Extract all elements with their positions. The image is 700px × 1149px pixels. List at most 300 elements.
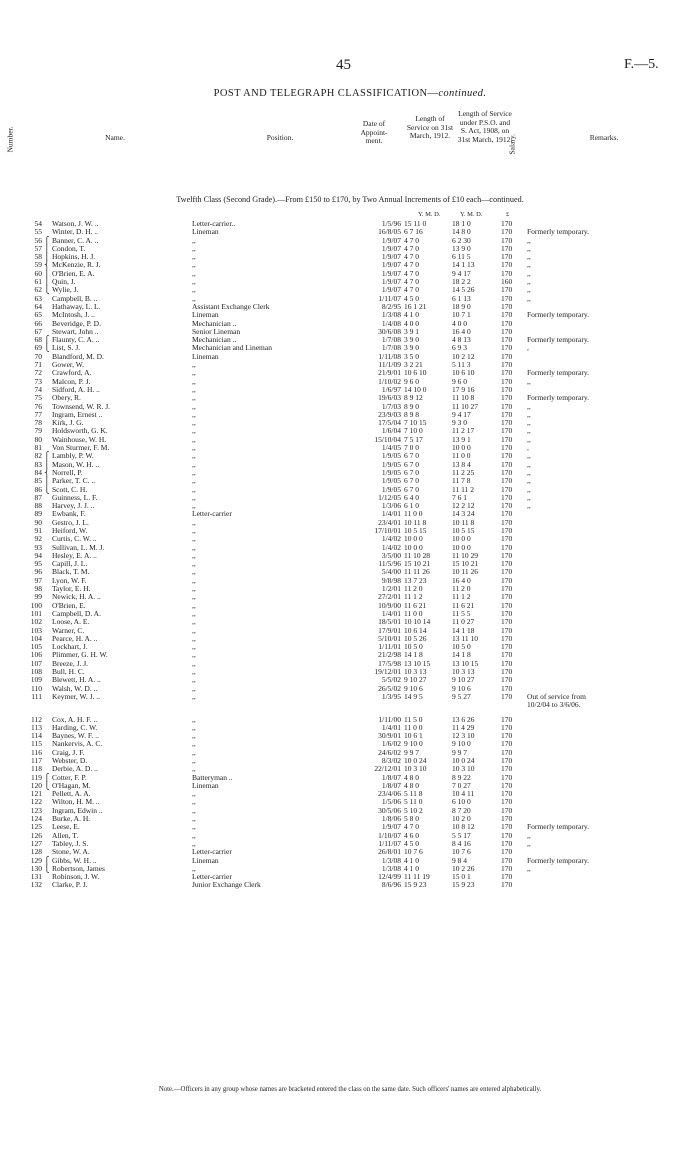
position: Lineman: [192, 856, 219, 865]
appointment-date: 5/5/02: [381, 675, 401, 685]
service-length-act: 10 5 15: [452, 525, 475, 535]
bracket: ⎧: [44, 235, 50, 245]
salary: 170: [501, 592, 513, 602]
salary: 170: [501, 401, 513, 411]
table-row: [0, 724, 700, 732]
salary: 170: [501, 285, 513, 295]
page-number: 45: [336, 57, 351, 73]
service-length-act: 17 9 16: [452, 384, 475, 394]
service-length-act: 10 6 10: [452, 368, 475, 378]
service-length: 4 7 0: [404, 822, 419, 832]
row-number: 95: [34, 559, 42, 569]
service-length-act: 10 0 0: [452, 542, 471, 552]
position: ,,: [192, 427, 196, 436]
salary: 170: [501, 847, 513, 857]
officer-name: Capill, J. L.: [52, 560, 88, 569]
service-length: 4 1 0: [404, 863, 419, 873]
col-header-number: Number.: [5, 126, 15, 153]
appointment-date: 1/9/05: [381, 451, 401, 461]
table-row: [0, 693, 700, 701]
salary: 170: [501, 567, 513, 577]
position: ,,: [192, 502, 196, 511]
position: ,,: [192, 676, 196, 685]
remarks: Formerly temporary.: [527, 336, 589, 345]
salary: 170: [501, 301, 513, 311]
salary: 170: [501, 426, 513, 436]
service-length: 4 0 0: [404, 318, 419, 328]
position: Letter-carrier..: [192, 220, 236, 228]
salary: 170: [501, 642, 513, 652]
table-row: [0, 716, 700, 724]
position: ,,: [192, 560, 196, 569]
officer-name: Harding, C. W.: [52, 723, 98, 732]
position: ,,: [192, 377, 196, 386]
table-row: [0, 881, 700, 889]
officer-name: Mason, W. H. ..: [52, 460, 100, 469]
officer-name: Ingram, Edwin ..: [52, 806, 103, 815]
service-length-act: 11 10 29: [452, 550, 478, 560]
appointment-date: 1/9/05: [381, 476, 401, 486]
officer-name: Ingram, Ernest ..: [52, 410, 103, 419]
salary: 170: [501, 409, 513, 419]
service-length-act: 10 2 0: [452, 814, 471, 824]
salary: 170: [501, 243, 513, 253]
officer-name: Stone, W. A.: [52, 848, 90, 857]
position: ,,: [192, 361, 196, 370]
remarks: ,,: [527, 377, 531, 386]
position: ,,: [192, 585, 196, 594]
appointment-date: 1/9/07: [381, 268, 401, 278]
appointment-date: 15/10/04: [374, 434, 401, 444]
appointment-date: 1/8/07: [381, 780, 401, 790]
service-length-act: 10 0 24: [452, 756, 475, 765]
service-length: 10 0 0: [404, 542, 423, 552]
officer-name: Plimmer, G. H. W.: [52, 651, 108, 660]
salary: 170: [501, 650, 513, 660]
table-row: [0, 261, 700, 269]
officer-name: Wainhouse, W. H.: [52, 435, 107, 444]
position: ,,: [192, 765, 196, 774]
position: ,,: [192, 823, 196, 832]
table-row: [0, 865, 700, 873]
row-number: 128: [30, 847, 42, 857]
officer-name: Obery, R.: [52, 394, 81, 403]
officer-name: Black, T. M.: [52, 568, 90, 577]
service-length: 3 9 1: [404, 326, 419, 336]
row-number: 60: [34, 268, 42, 278]
officer-name: Stewart, John ..: [52, 327, 99, 336]
row-number: 71: [34, 360, 42, 370]
service-length: 10 5 26: [404, 633, 427, 643]
table-row: [0, 848, 700, 856]
row-number: 63: [34, 293, 42, 303]
table-row: [0, 668, 700, 676]
officer-name: Crawford, A.: [52, 369, 92, 378]
officer-name: McIntosh, J. ..: [52, 311, 95, 320]
service-length: 4 6 0: [404, 830, 419, 840]
row-number: 90: [34, 517, 42, 527]
appointment-date: 17/10/01: [374, 525, 401, 535]
table-row: [0, 610, 700, 618]
row-number: 101: [30, 608, 42, 618]
row-number: 113: [31, 722, 42, 732]
row-number: 56: [34, 235, 42, 245]
service-length: 10 7 6: [404, 847, 423, 857]
salary: 170: [501, 805, 513, 815]
officer-name: Flaunty, C. A. ..: [52, 336, 100, 345]
position: ,,: [192, 601, 196, 610]
appointment-date: 1/11/07: [378, 293, 401, 303]
service-length-act: 6 1 13: [452, 293, 471, 303]
service-length-act: 15 10 21: [452, 559, 479, 569]
salary: 170: [501, 830, 513, 840]
position: ,,: [192, 278, 196, 287]
position: Lineman: [192, 311, 219, 320]
row-number: 73: [34, 376, 42, 386]
service-length: 5 8 0: [404, 814, 419, 824]
service-length: 9 10 0: [404, 739, 423, 749]
remarks: ,,: [527, 236, 531, 245]
service-length: 15 11 0: [404, 219, 427, 228]
position: ,,: [192, 294, 196, 303]
salary: 170: [501, 600, 513, 610]
service-length: 10 3 13: [404, 667, 427, 677]
officer-name: Pellett, A. A.: [52, 790, 91, 799]
service-length: 6 7 0: [404, 451, 419, 461]
appointment-date: 1/4/01: [381, 509, 401, 519]
page-title: [0, 88, 700, 99]
position: ,,: [192, 790, 196, 799]
service-length-act: 7 6 1: [452, 492, 467, 502]
table-row: [0, 635, 700, 643]
remarks: ,: [527, 444, 529, 453]
salary: 170: [501, 714, 513, 724]
salary: 170: [501, 739, 513, 749]
service-length-act: 6 11 5: [452, 252, 471, 262]
table-row: [0, 676, 700, 684]
service-length: 3 9 0: [404, 335, 419, 345]
service-length-act: 11 2 25: [452, 467, 475, 477]
service-length: 10 10 14: [404, 617, 431, 627]
salary: 170: [501, 351, 513, 361]
service-length: 4 8 0: [404, 772, 419, 782]
service-length-act: 5 11 3: [452, 360, 471, 370]
service-length-act: 11 10 27: [452, 401, 478, 411]
row-number: 100: [30, 600, 42, 610]
position: ,,: [192, 618, 196, 627]
remarks: ,,: [527, 502, 531, 511]
title-suffix: continued.: [438, 88, 487, 99]
service-length-act: 9 9 7: [452, 747, 467, 757]
service-length: 7 5 17: [404, 434, 423, 444]
position: ,,: [192, 634, 196, 643]
officer-name: Watson, J. W. ..: [52, 220, 99, 228]
service-length: 10 5 0: [404, 642, 423, 652]
table-row: [0, 660, 700, 668]
row-number: 103: [30, 625, 42, 635]
officer-name: Allen, T.: [52, 831, 79, 840]
service-length: 6 4 0: [404, 492, 419, 502]
service-length: 9 10 6: [404, 683, 423, 693]
service-length: 6 7 0: [404, 467, 419, 477]
appointment-date: 1/4/01: [381, 608, 401, 618]
salary: 170: [501, 789, 513, 799]
table-row: [0, 510, 700, 518]
salary: 170: [501, 756, 513, 765]
row-number: 64: [34, 301, 42, 311]
service-length: 4 5 0: [404, 838, 419, 848]
service-length: 10 0 24: [404, 756, 427, 765]
bracket: ⎧: [44, 335, 50, 345]
service-length-act: 9 3 0: [452, 418, 467, 428]
row-number: 125: [30, 822, 42, 832]
officer-name: Guinness, L. F.: [52, 493, 98, 502]
appointment-date: 1/10/07: [378, 830, 401, 840]
row-number: 114: [31, 731, 42, 741]
officer-name: McKenzie, R. J.: [52, 261, 101, 270]
service-length-act: 6 10 0: [452, 797, 471, 807]
salary: 170: [501, 326, 513, 336]
service-length: 3 5 0: [404, 351, 419, 361]
position: ,,: [192, 444, 196, 453]
officer-name: Hesley, E. A. ..: [52, 551, 97, 560]
table-row: [0, 585, 700, 593]
table-row: [0, 552, 700, 560]
table-row: [0, 378, 700, 386]
table-row: [0, 303, 700, 311]
service-length-act: 10 11 8: [452, 517, 475, 527]
row-number: 104: [30, 633, 42, 643]
service-length: 14 10 0: [404, 384, 427, 394]
table-row: [0, 394, 700, 402]
salary: 170: [501, 376, 513, 386]
appointment-date: 1/4/05: [381, 443, 401, 453]
row-number: 122: [30, 797, 42, 807]
appointment-date: 24/6/02: [378, 747, 401, 757]
bracket: ⎪: [44, 277, 50, 287]
table-row: [0, 486, 700, 494]
salary: 170: [501, 764, 513, 774]
position: ,,: [192, 757, 196, 765]
service-length: 6 7 0: [404, 484, 419, 494]
appointment-date: 1/3/08: [381, 863, 401, 873]
row-number: 75: [34, 393, 42, 403]
bracket: ⎩: [44, 285, 50, 295]
row-number: 84: [34, 467, 42, 477]
bracket: ⎩: [44, 863, 50, 873]
remarks: ,,: [527, 402, 531, 411]
position: ,,: [192, 740, 196, 749]
position: ,,: [192, 551, 196, 560]
table-row: [0, 732, 700, 740]
service-length: 7 10 15: [404, 418, 427, 428]
remarks: ,,: [527, 831, 531, 840]
salary: 170: [501, 822, 513, 832]
officer-name: Derbie, A. D. ..: [52, 765, 98, 774]
row-number: 59: [34, 260, 42, 270]
salary: 160: [501, 277, 513, 287]
service-length-act: 4 0 0: [452, 318, 467, 328]
remarks: ,,: [527, 435, 531, 444]
appointment-date: 1/9/07: [381, 822, 401, 832]
officer-name: Blewett, H. A. ..: [52, 676, 101, 685]
service-length: 4 7 0: [404, 252, 419, 262]
appointment-date: 1/9/07: [381, 235, 401, 245]
officer-name: Campbell, D. A.: [52, 609, 101, 618]
salary: 170: [501, 559, 513, 569]
service-length-act: 6 2 30: [452, 235, 471, 245]
table-row: [0, 436, 700, 444]
table-row: [0, 386, 700, 394]
position: Junior Exchange Clerk: [192, 881, 261, 890]
officer-name: Holdsworth, G. K.: [52, 427, 108, 436]
service-length: 4 1 0: [404, 855, 419, 865]
appointment-date: 30/6/08: [378, 326, 401, 336]
position: ,,: [192, 402, 196, 411]
salary: 170: [501, 310, 513, 320]
salary: 170: [501, 384, 513, 394]
col-header-position: Position.: [266, 133, 294, 142]
service-length: 4 7 0: [404, 235, 419, 245]
table-row: [0, 535, 700, 543]
position: ,,: [192, 723, 196, 732]
position: ,,: [192, 493, 196, 502]
row-number: 62: [34, 285, 42, 295]
row-number: 55: [34, 227, 42, 237]
table-row: [0, 823, 700, 831]
position: Mechanician and Lineman: [192, 344, 272, 353]
service-length: 9 6 0: [404, 376, 419, 386]
row-number: 76: [34, 401, 42, 411]
appointment-date: 21/9/01: [378, 368, 401, 378]
service-length-act: 13 9 1: [452, 434, 471, 444]
service-length-act: 11 4 29: [452, 722, 475, 732]
officer-name: Gower, W.: [52, 361, 84, 370]
bracket: ⎪: [44, 459, 50, 469]
position: ,,: [192, 385, 196, 394]
service-length-act: 9 10 0: [452, 739, 471, 749]
appointment-date: 1/9/07: [381, 243, 401, 253]
officer-name: Keymer, W. J. ..: [52, 692, 101, 701]
officer-name: Harvey, J. J. ..: [52, 502, 95, 511]
row-number: 118: [31, 764, 42, 774]
bracket: ⎪: [44, 252, 50, 262]
appointment-date: 27/2/01: [378, 592, 401, 602]
row-number: 77: [34, 409, 42, 419]
remarks: ,,: [527, 410, 531, 419]
service-length-act: 13 10 15: [452, 658, 479, 668]
officer-name: Curtis, C. W. ..: [52, 535, 97, 544]
salary: 170: [501, 467, 513, 477]
service-length-act: 16 4 0: [452, 575, 471, 585]
salary: 170: [501, 235, 513, 245]
service-length-act: 13 6 26: [452, 714, 475, 724]
row-number: 80: [34, 434, 42, 444]
officer-name: Walsh, W. D. ..: [52, 684, 98, 693]
appointment-date: 5/10/01: [378, 633, 401, 643]
row-number: 57: [34, 243, 42, 253]
table-row: [0, 798, 700, 806]
salary: 170: [501, 838, 513, 848]
service-length-act: 13 11 10: [452, 633, 478, 643]
salary: 170: [501, 227, 513, 237]
position: Senior Lineman: [192, 327, 241, 336]
appointment-date: 26/5/02: [378, 683, 401, 693]
table-row: [0, 568, 700, 576]
service-length-act: 6 9 3: [452, 343, 467, 353]
row-number: 72: [34, 368, 42, 378]
position: Letter-carrier: [192, 848, 232, 857]
position: ,,: [192, 576, 196, 585]
officer-name: Craig, J. F.: [52, 748, 85, 757]
service-length: 4 8 0: [404, 780, 419, 790]
row-number: 85: [34, 476, 42, 486]
officer-name: Ewbank, F.: [52, 510, 86, 519]
row-number: 127: [30, 838, 42, 848]
salary: 170: [501, 509, 513, 519]
service-length-act: 10 2 12: [452, 351, 475, 361]
salary: 170: [501, 451, 513, 461]
table-row: [0, 320, 700, 328]
table-row: [0, 593, 700, 601]
service-length-act: 4 8 13: [452, 335, 471, 345]
service-length-act: 14 1 8: [452, 650, 471, 660]
position: ,,: [192, 692, 196, 701]
table-row: [0, 618, 700, 626]
row-number: 96: [34, 567, 42, 577]
appointment-date: 1/7/08: [381, 343, 401, 353]
appointment-date: 30/9/01: [378, 731, 401, 741]
service-length-act: 10 7 6: [452, 847, 471, 857]
appointment-date: 21/2/98: [378, 650, 401, 660]
officer-name: Townsend, W. R. J.: [52, 402, 111, 411]
service-length-act: 13 8 4: [452, 459, 471, 469]
officer-name: Pearce, H. A. ..: [52, 634, 98, 643]
table-row: [0, 361, 700, 369]
officer-name: Cox, A. H. F. ..: [52, 715, 98, 724]
remarks: Formerly temporary.: [527, 823, 589, 832]
row-number: 131: [30, 872, 42, 882]
appointment-date: 18/5/01: [378, 617, 401, 627]
officer-name: Tabley, J. S.: [52, 839, 89, 848]
appointment-date: 1/4/02: [381, 542, 401, 552]
salary: 170: [501, 525, 513, 535]
appointment-date: 1/11/01: [378, 642, 401, 652]
service-length-act: 11 6 21: [452, 600, 475, 610]
service-length-act: 14 5 26: [452, 285, 475, 295]
position: ,,: [192, 798, 196, 807]
salary: 170: [501, 534, 513, 544]
officer-name: Leese, E.: [52, 823, 80, 832]
remarks: ,,: [527, 427, 531, 436]
service-length-act: 10 4 11: [452, 789, 475, 799]
position: ,,: [192, 643, 196, 652]
table-row: [0, 577, 700, 585]
service-length-act: 10 8 12: [452, 822, 475, 832]
service-length: 10 3 10: [404, 764, 427, 774]
row-number: 129: [30, 855, 42, 865]
salary: 170: [501, 814, 513, 824]
table-row: [0, 311, 700, 319]
appointment-date: 1/9/05: [381, 484, 401, 494]
salary: 170: [501, 501, 513, 511]
appointment-date: 1/4/02: [381, 534, 401, 544]
service-length: 13 7 23: [404, 575, 427, 585]
officer-name: Kirk, J. G.: [52, 419, 84, 428]
appointment-date: 19/6/03: [378, 393, 401, 403]
service-length-act: 18 9 0: [452, 301, 471, 311]
officer-name: Webster, D.: [52, 757, 88, 765]
